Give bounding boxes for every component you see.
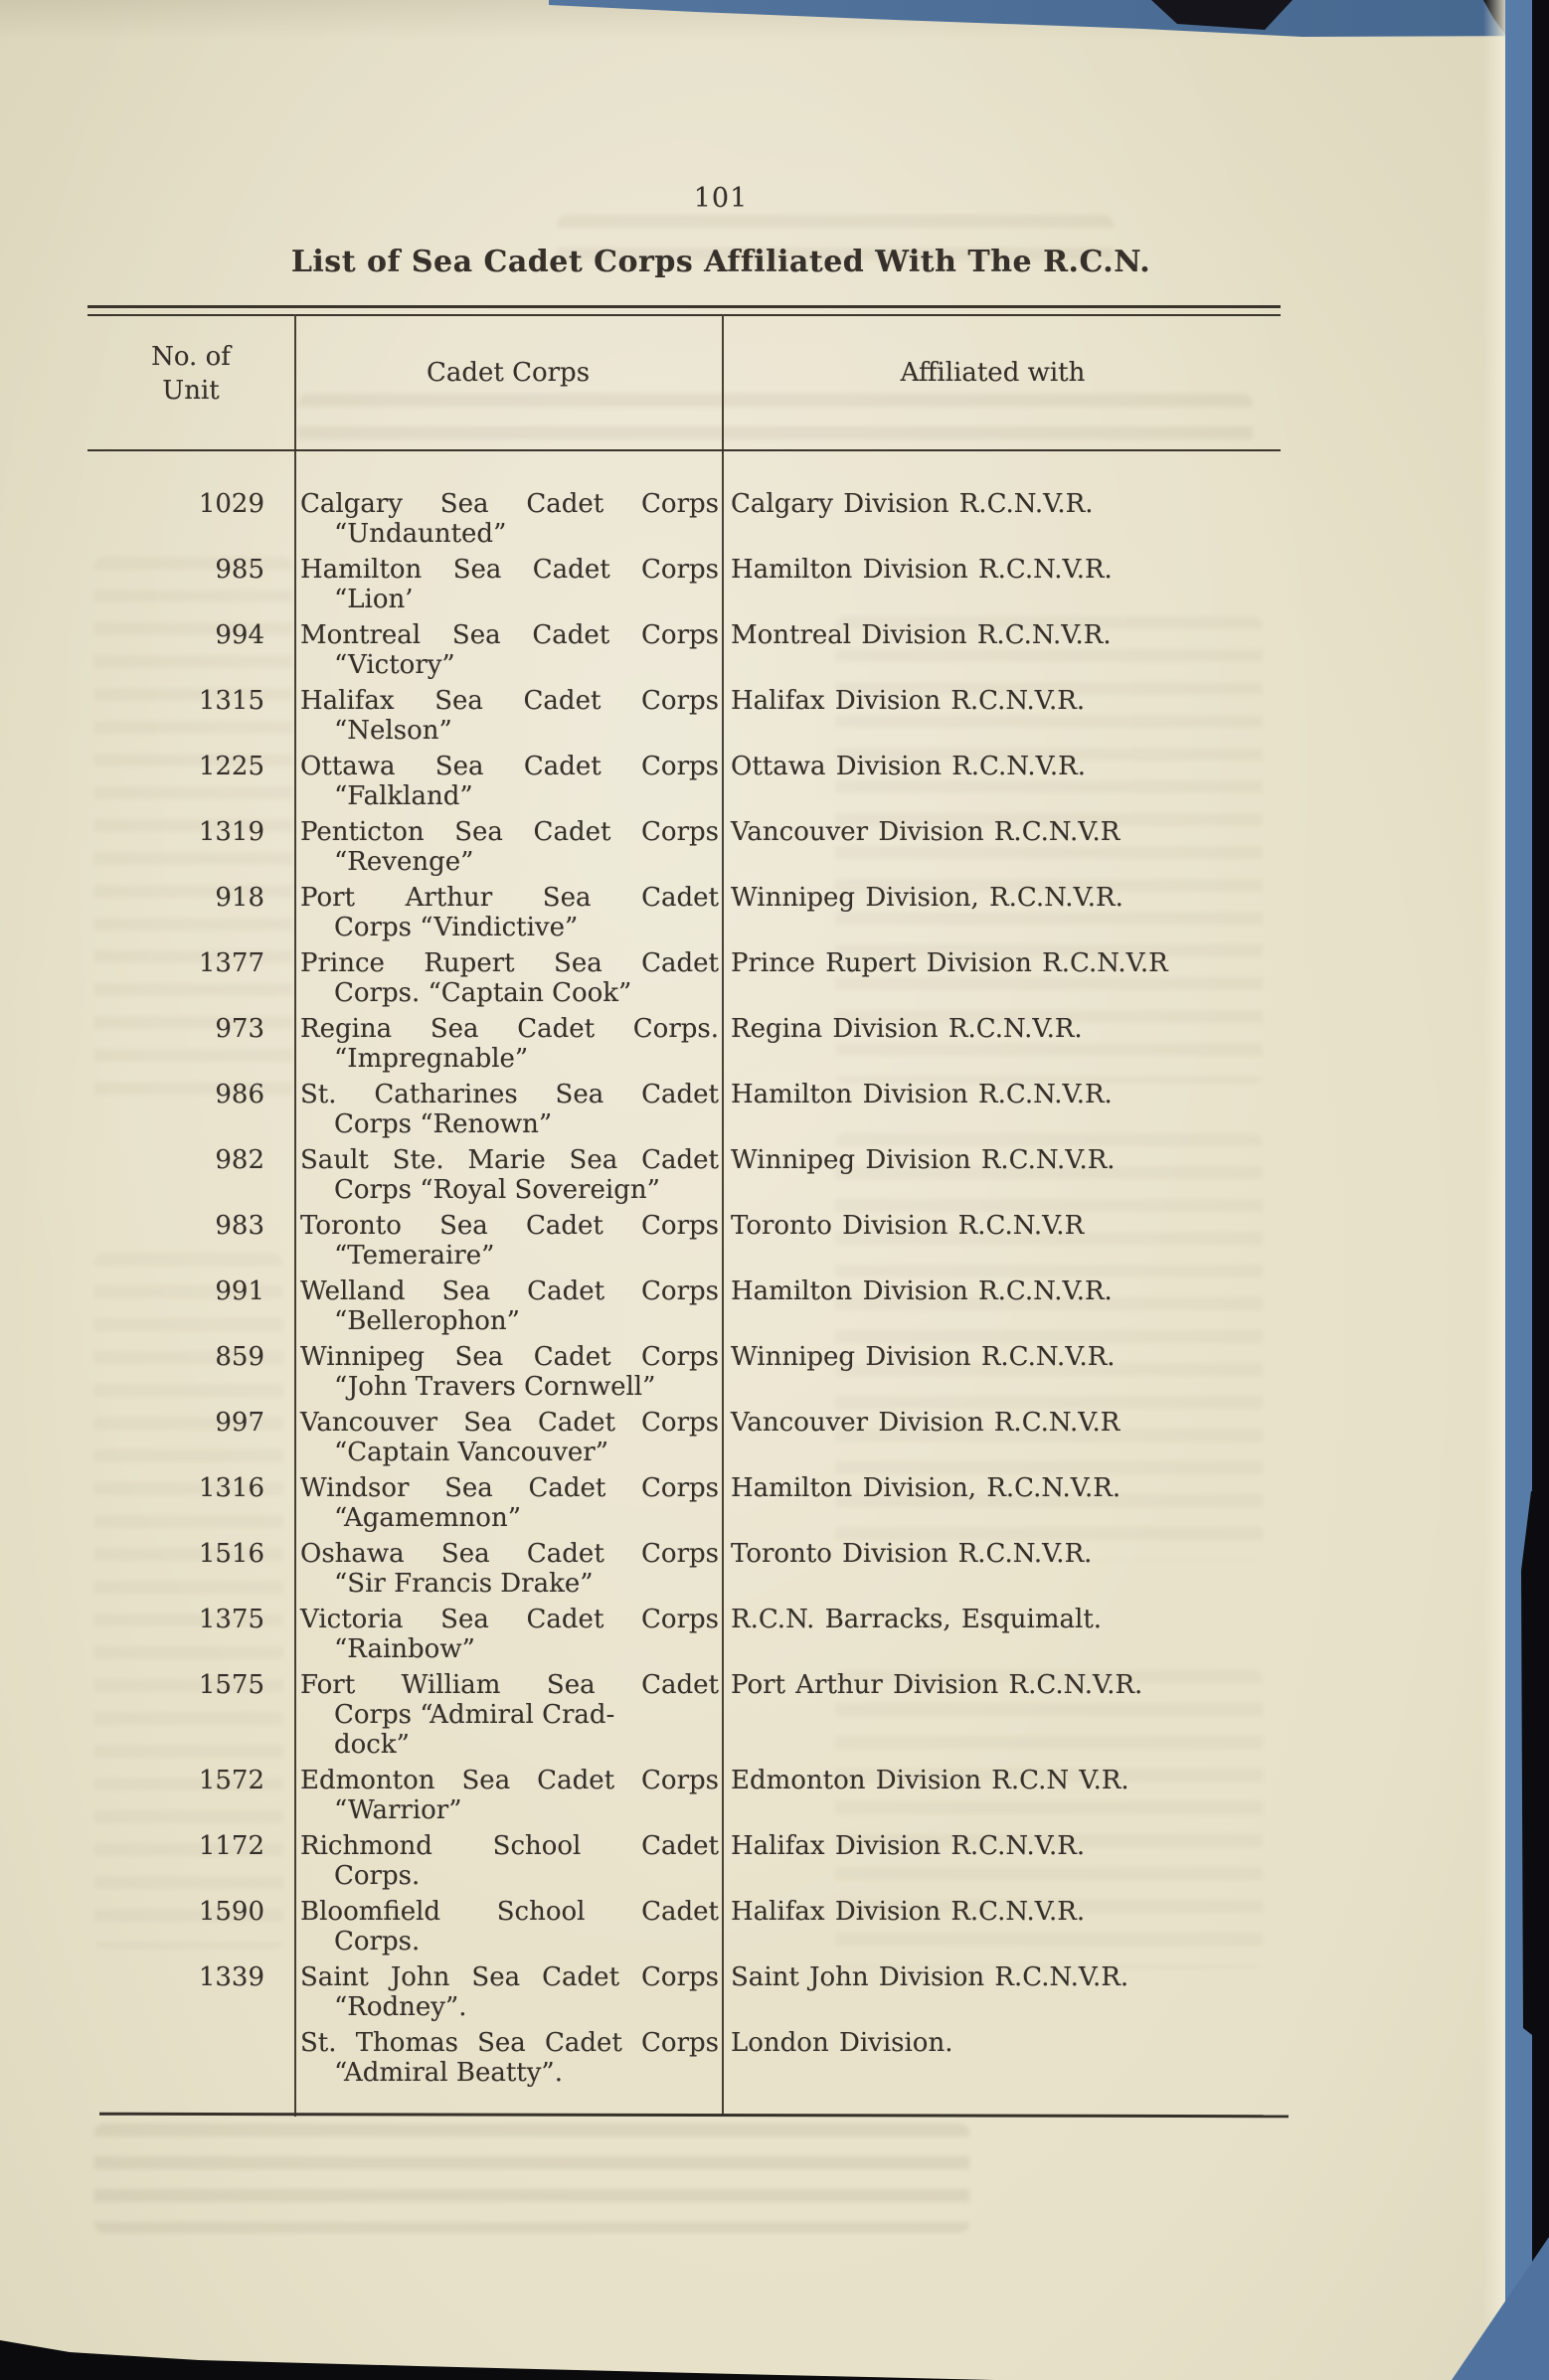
bleedthrough-smudge bbox=[298, 394, 1253, 455]
table-row bbox=[87, 752, 1286, 811]
corps-name bbox=[294, 1473, 722, 1533]
corps-name-line: St. Catharines Sea Cadet bbox=[300, 1080, 719, 1109]
unit-number: 1315 bbox=[198, 686, 264, 716]
unit-number: 1590 bbox=[198, 1897, 264, 1927]
corps-name-line: Victoria Sea Cadet Corps bbox=[300, 1605, 719, 1634]
corps-name bbox=[294, 1014, 722, 1074]
bleedthrough-smudge bbox=[94, 2124, 969, 2233]
affiliation: Winnipeg Division R.C.N.V.R. bbox=[731, 1342, 1116, 1372]
table-row bbox=[87, 1145, 1286, 1205]
corps-name-continuation: “Undaunted” bbox=[334, 519, 507, 549]
table-row bbox=[87, 1014, 1286, 1074]
corps-name bbox=[294, 686, 722, 746]
corps-name-line: Oshawa Sea Cadet Corps bbox=[300, 1539, 719, 1569]
table-row bbox=[87, 686, 1286, 746]
unit-number bbox=[87, 2028, 294, 2088]
corps-name bbox=[294, 1145, 722, 1205]
table-row bbox=[87, 620, 1286, 680]
corps-name bbox=[294, 1766, 722, 1825]
page-title: List of Sea Cadet Corps Affiliated With The R.C.N. bbox=[290, 245, 1151, 279]
table-row bbox=[87, 1766, 1286, 1825]
table-row bbox=[87, 1831, 1286, 1891]
corps-name bbox=[294, 1897, 722, 1956]
corps-name-continuation: “Rodney”. bbox=[334, 1992, 467, 2022]
unit-number: 1377 bbox=[198, 948, 264, 978]
affiliation: Regina Division R.C.N.V.R. bbox=[731, 1014, 1083, 1044]
unit-number: 1225 bbox=[198, 752, 264, 781]
corps-name-line: Edmonton Sea Cadet Corps bbox=[300, 1766, 719, 1795]
corps-name-line: Montreal Sea Cadet Corps bbox=[300, 620, 719, 650]
corps-name-continuation: “Lion’ bbox=[334, 585, 414, 614]
affiliation: Edmonton Division R.C.N V.R. bbox=[731, 1766, 1129, 1795]
table-row bbox=[87, 1080, 1286, 1139]
corps-name-continuation: “Captain Vancouver” bbox=[334, 1438, 608, 1467]
affiliation: Toronto Division R.C.N.V.R bbox=[731, 1211, 1085, 1241]
corps-name bbox=[294, 883, 722, 942]
affiliation: Vancouver Division R.C.N.V.R bbox=[731, 1408, 1120, 1438]
corps-name-continuation: “Rainbow” bbox=[334, 1634, 475, 1664]
affiliation: Winnipeg Division R.C.N.V.R. bbox=[731, 1145, 1116, 1175]
corps-name-line: Prince Rupert Sea Cadet bbox=[300, 948, 719, 978]
scan-edge-bottom-black bbox=[0, 2326, 994, 2380]
affiliation: Calgary Division R.C.N.V.R. bbox=[731, 489, 1094, 519]
corps-name-continuation: Corps. bbox=[334, 1927, 421, 1956]
affiliation: Saint John Division R.C.N.V.R. bbox=[731, 1962, 1129, 1992]
corps-name-line: Ottawa Sea Cadet Corps bbox=[300, 752, 719, 781]
table-row bbox=[87, 1670, 1286, 1760]
corps-name bbox=[294, 620, 722, 680]
corps-name bbox=[294, 948, 722, 1008]
table-row bbox=[87, 1539, 1286, 1599]
corps-name-line: Vancouver Sea Cadet Corps bbox=[300, 1408, 719, 1438]
table-row bbox=[87, 555, 1286, 614]
affiliation: Winnipeg Division, R.C.N.V.R. bbox=[731, 883, 1123, 913]
corps-name-continuation: “Nelson” bbox=[334, 716, 452, 746]
affiliation: Vancouver Division R.C.N.V.R bbox=[731, 817, 1120, 847]
unit-number: 994 bbox=[215, 620, 264, 650]
corps-name-continuation: Corps “Renown” bbox=[334, 1109, 553, 1139]
corps-name bbox=[294, 1342, 722, 1402]
affiliation: Hamilton Division R.C.N.V.R. bbox=[731, 1276, 1113, 1306]
table-row bbox=[87, 1342, 1286, 1402]
cadet-corps-table-body bbox=[87, 489, 1286, 2094]
corps-name-continuation: “Falkland” bbox=[334, 781, 473, 811]
unit-number: 1172 bbox=[198, 1831, 264, 1861]
unit-number: 918 bbox=[215, 883, 264, 913]
unit-number: 1516 bbox=[198, 1539, 264, 1569]
corps-name bbox=[294, 1080, 722, 1139]
unit-number: 1375 bbox=[198, 1605, 264, 1634]
corps-name-continuation: Corps “Vindictive” bbox=[334, 913, 579, 942]
corps-name bbox=[294, 1962, 722, 2022]
table-row bbox=[87, 1211, 1286, 1271]
corps-name bbox=[294, 752, 722, 811]
column-header-unit-line1: No. of bbox=[151, 342, 231, 372]
unit-number: 973 bbox=[215, 1014, 264, 1044]
unit-number: 982 bbox=[215, 1145, 264, 1175]
table-row bbox=[87, 817, 1286, 877]
unit-number: 986 bbox=[215, 1080, 264, 1109]
affiliation: Hamilton Division, R.C.N.V.R. bbox=[731, 1473, 1121, 1503]
column-header-unit-line2: Unit bbox=[162, 376, 220, 406]
affiliation: Prince Rupert Division R.C.N.V.R bbox=[731, 948, 1168, 978]
corps-name-continuation: Corps. bbox=[334, 1861, 421, 1891]
affiliation: R.C.N. Barracks, Esquimalt. bbox=[731, 1605, 1103, 1634]
corps-name-continuation: “John Travers Cornwell” bbox=[334, 1372, 656, 1402]
column-header-affiliated-with: Affiliated with bbox=[900, 358, 1086, 388]
corps-name-continuation: “Admiral Beatty”. bbox=[334, 2058, 563, 2088]
corps-name-line: Saint John Sea Cadet Corps bbox=[300, 1962, 719, 1992]
binding-dark-blob bbox=[0, 0, 1549, 44]
corps-name bbox=[294, 1831, 722, 1891]
corps-name-continuation: “Revenge” bbox=[334, 847, 474, 877]
corps-name-line: St. Thomas Sea Cadet Corps bbox=[300, 2028, 719, 2058]
table-row bbox=[87, 1408, 1286, 1467]
unit-number: 1316 bbox=[198, 1473, 264, 1503]
affiliation: Montreal Division R.C.N.V.R. bbox=[731, 620, 1112, 650]
affiliation: Port Arthur Division R.C.N.V.R. bbox=[731, 1670, 1143, 1700]
corps-name-continuation: “Impregnable” bbox=[334, 1044, 529, 1074]
affiliation: Halifax Division R.C.N.V.R. bbox=[731, 1897, 1086, 1927]
binding-edge-right bbox=[1505, 0, 1535, 2380]
corps-name-continuation: Corps. “Captain Cook” bbox=[334, 978, 632, 1008]
unit-number: 1339 bbox=[198, 1962, 264, 1992]
corps-name bbox=[294, 555, 722, 614]
column-header-unit bbox=[87, 340, 294, 408]
table-row bbox=[87, 1473, 1286, 1533]
scan-edge-right-black bbox=[1532, 0, 1549, 2380]
corps-name-continuation: Corps “Admiral Crad- bbox=[334, 1700, 615, 1730]
corps-name bbox=[294, 489, 722, 549]
affiliation: London Division. bbox=[731, 2028, 953, 2058]
page-edge-highlight bbox=[1483, 0, 1509, 2380]
unit-number: 985 bbox=[215, 555, 264, 585]
unit-number: 997 bbox=[215, 1408, 264, 1438]
corps-name bbox=[294, 1605, 722, 1664]
corps-name bbox=[294, 1670, 722, 1760]
corps-name-line: Winnipeg Sea Cadet Corps bbox=[300, 1342, 719, 1372]
affiliation: Halifax Division R.C.N.V.R. bbox=[731, 1831, 1086, 1861]
corps-name-continuation: “Bellerophon” bbox=[334, 1306, 520, 1336]
page-top-shadow bbox=[0, 0, 1549, 40]
table-row bbox=[87, 2028, 1286, 2088]
corps-name-line: Hamilton Sea Cadet Corps bbox=[300, 555, 719, 585]
page-number: 101 bbox=[693, 183, 749, 214]
column-header-cadet-corps: Cadet Corps bbox=[426, 358, 591, 388]
corps-name bbox=[294, 1539, 722, 1599]
table-row bbox=[87, 1962, 1286, 2022]
corps-name-line: Fort William Sea Cadet bbox=[300, 1670, 719, 1700]
table-row bbox=[87, 489, 1286, 549]
corps-name-continuation: “Victory” bbox=[334, 650, 455, 680]
table-header-rule bbox=[87, 449, 1281, 451]
table-row bbox=[87, 1897, 1286, 1956]
affiliation: Hamilton Division R.C.N.V.R. bbox=[731, 555, 1113, 585]
affiliation: Halifax Division R.C.N.V.R. bbox=[731, 686, 1086, 716]
corps-name-line: Halifax Sea Cadet Corps bbox=[300, 686, 719, 716]
corps-name-line: Port Arthur Sea Cadet bbox=[300, 883, 719, 913]
corps-name-line: Bloomfield School Cadet bbox=[300, 1897, 719, 1927]
corps-name-continuation: dock” bbox=[334, 1730, 410, 1760]
affiliation: Toronto Division R.C.N.V.R. bbox=[731, 1539, 1093, 1569]
corps-name bbox=[294, 817, 722, 877]
table-bottom-rule bbox=[99, 2113, 1289, 2119]
corps-name-line: Windsor Sea Cadet Corps bbox=[300, 1473, 719, 1503]
unit-number: 983 bbox=[215, 1211, 264, 1241]
corps-name-continuation: “Temeraire” bbox=[334, 1241, 495, 1271]
scan-edge-right-black bbox=[1521, 1491, 1549, 2048]
unit-number: 1319 bbox=[198, 817, 264, 847]
scan-corner-black bbox=[0, 0, 1549, 99]
unit-number: 1029 bbox=[198, 489, 264, 519]
corps-name-line: Penticton Sea Cadet Corps bbox=[300, 817, 719, 847]
corps-name-line: Richmond School Cadet bbox=[300, 1831, 719, 1861]
corps-name bbox=[294, 2028, 722, 2088]
corps-name-continuation: “Warrior” bbox=[334, 1795, 462, 1825]
corps-name-continuation: Corps “Royal Sovereign” bbox=[334, 1175, 660, 1205]
corps-name-line: Toronto Sea Cadet Corps bbox=[300, 1211, 719, 1241]
affiliation: Hamilton Division R.C.N.V.R. bbox=[731, 1080, 1113, 1109]
corps-name bbox=[294, 1408, 722, 1467]
corps-name-continuation: “Sir Francis Drake” bbox=[334, 1569, 594, 1599]
corps-name-line: Sault Ste. Marie Sea Cadet bbox=[300, 1145, 719, 1175]
table-row bbox=[87, 948, 1286, 1008]
table-row bbox=[87, 883, 1286, 942]
corps-name-line: Welland Sea Cadet Corps bbox=[300, 1276, 719, 1306]
corps-name-line: Regina Sea Cadet Corps. bbox=[300, 1014, 719, 1044]
table-row bbox=[87, 1276, 1286, 1336]
corps-name-line: Calgary Sea Cadet Corps bbox=[300, 489, 719, 519]
unit-number: 859 bbox=[215, 1342, 264, 1372]
corps-name-continuation: “Agamemnon” bbox=[334, 1503, 521, 1533]
binding-edge-bottom-right bbox=[1442, 2237, 1549, 2380]
corps-name bbox=[294, 1211, 722, 1271]
table-top-double-rule bbox=[87, 305, 1281, 316]
unit-number: 1572 bbox=[198, 1766, 264, 1795]
unit-number: 991 bbox=[215, 1276, 264, 1306]
table-row bbox=[87, 1605, 1286, 1664]
affiliation: Ottawa Division R.C.N.V.R. bbox=[731, 752, 1086, 781]
binding-edge-top bbox=[0, 0, 1549, 70]
corps-name bbox=[294, 1276, 722, 1336]
unit-number: 1575 bbox=[198, 1670, 264, 1700]
